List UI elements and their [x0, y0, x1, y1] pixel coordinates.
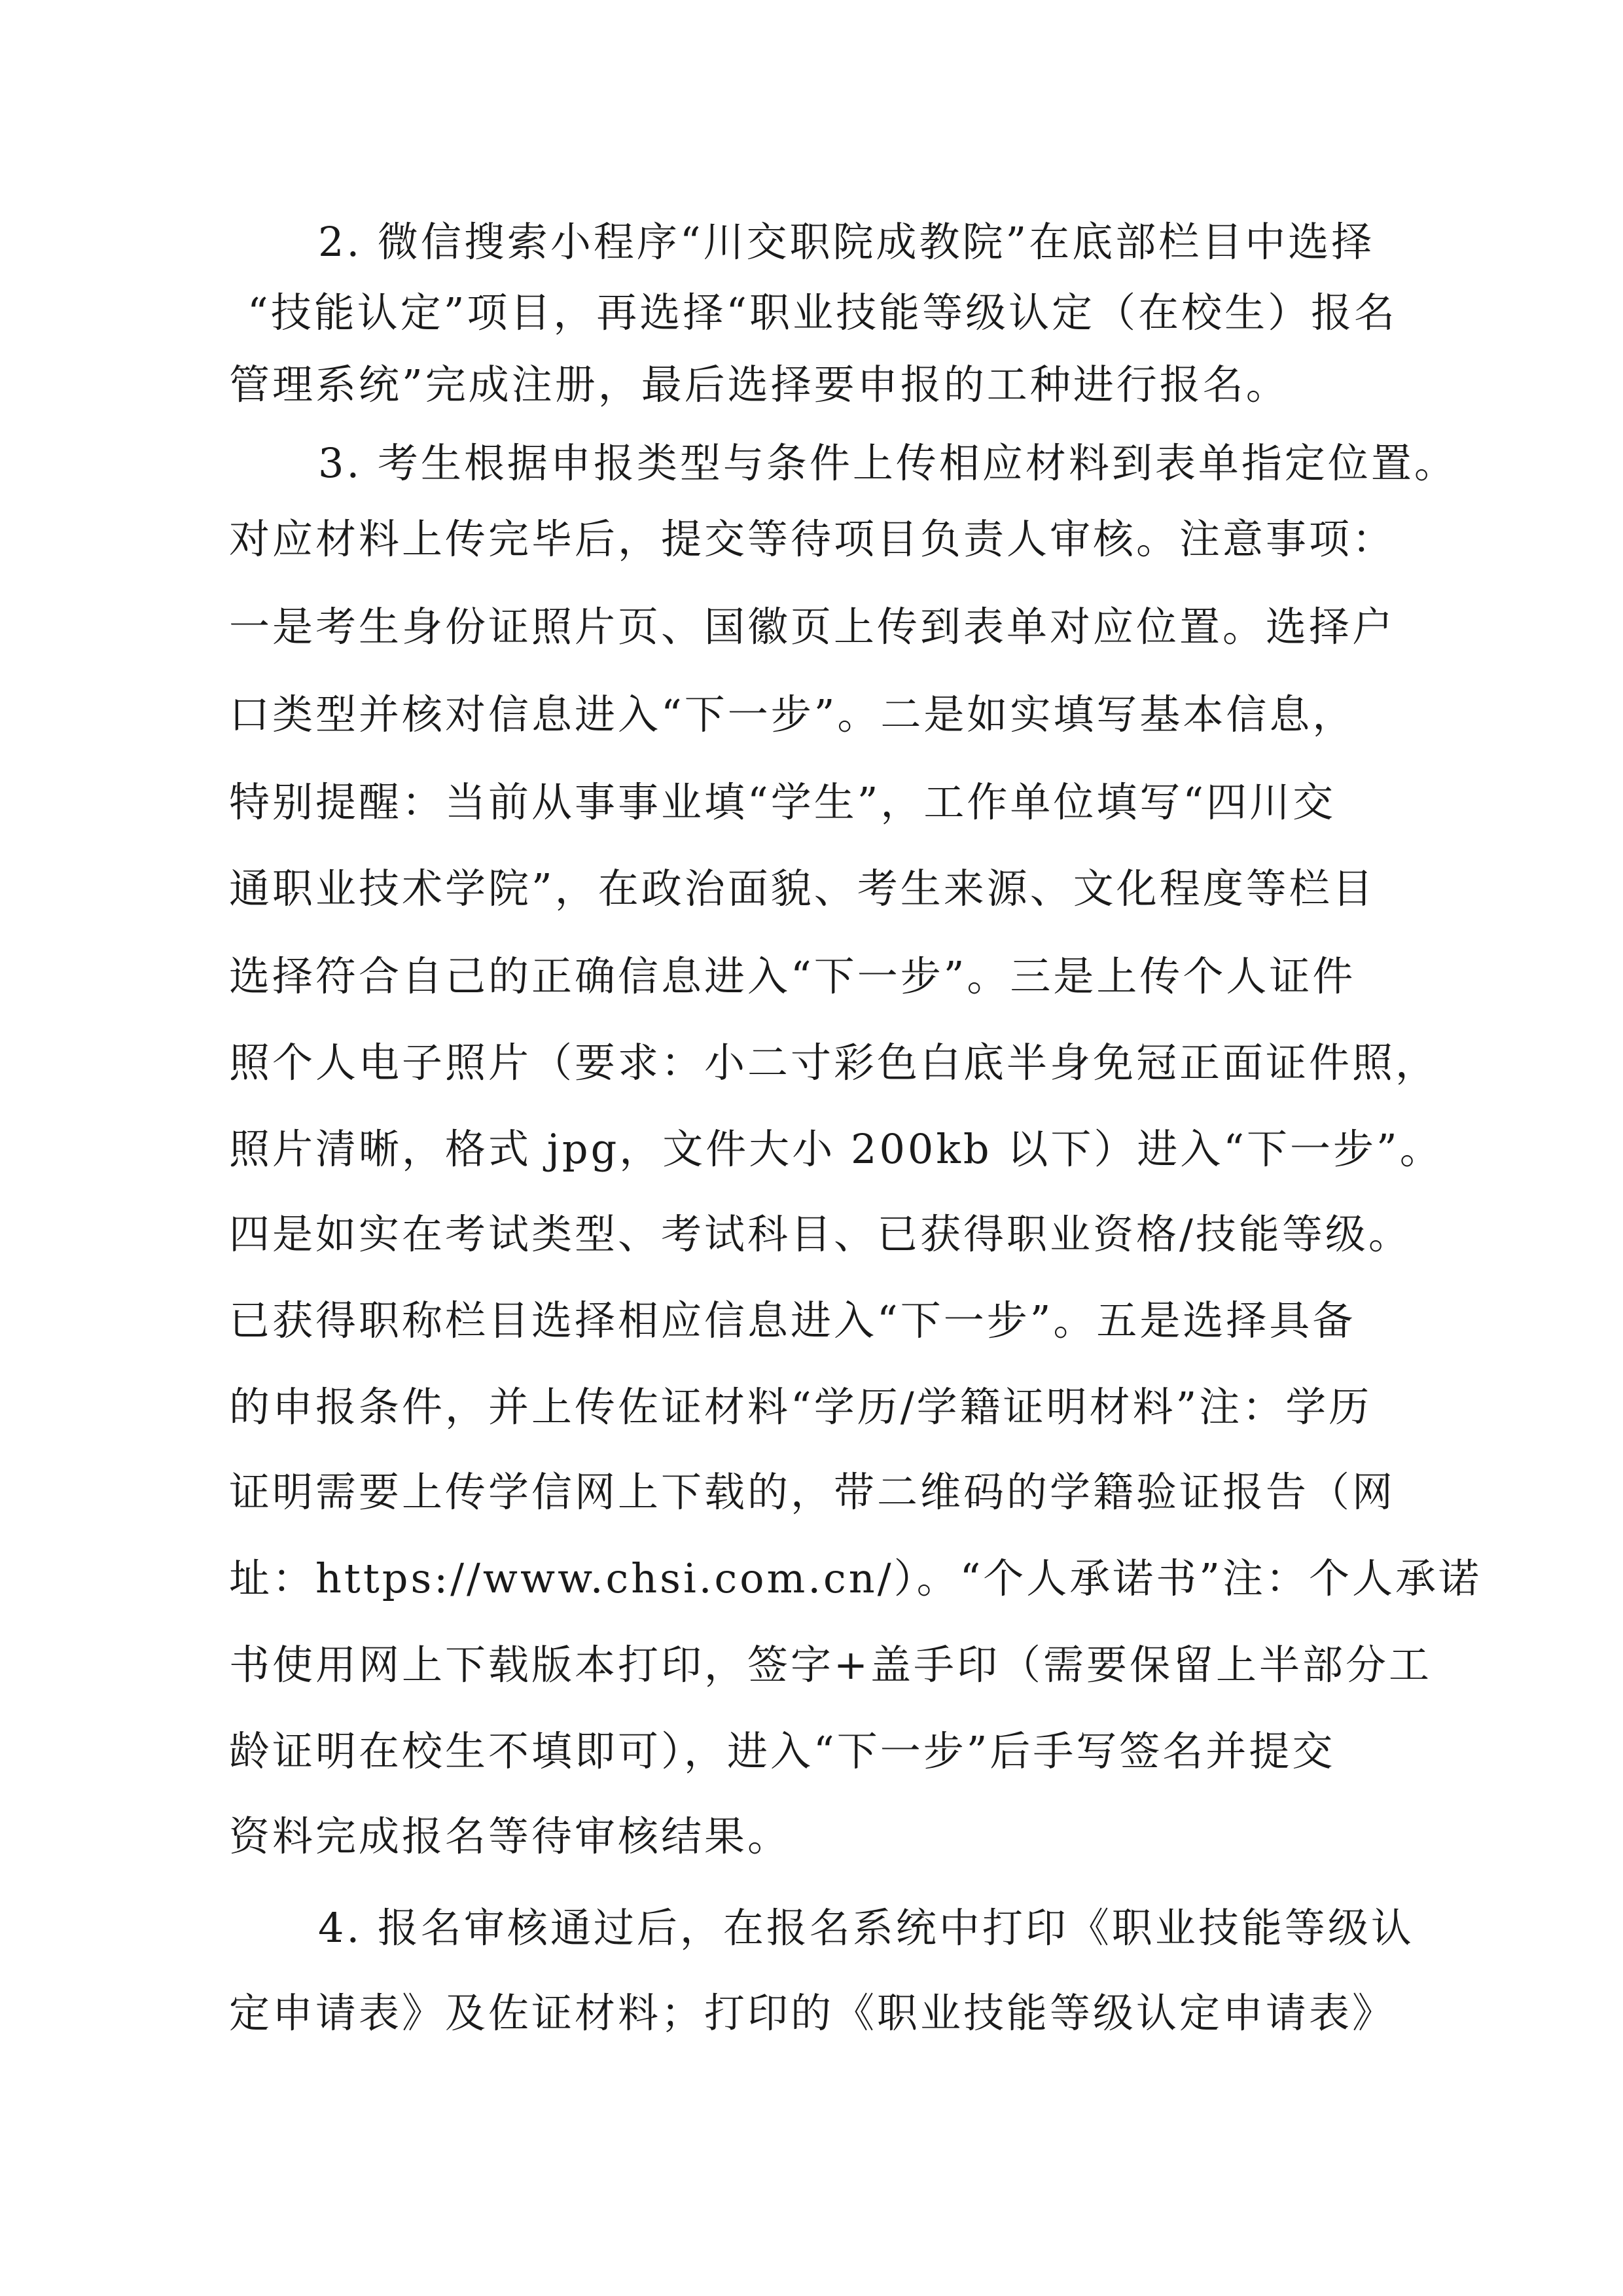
item-3-line-3: 一是考生身份证照片页、国徽页上传到表单对应位置。选择户	[229, 603, 1396, 651]
item-3-line-4: 口类型并核对信息进入“下一步”。二是如实填写基本信息，	[229, 691, 1356, 738]
item-4-line-2: 定申请表》及佐证材料；打印的《职业技能等级认定申请表》	[229, 1989, 1396, 2037]
item-2-line-1: 2. 微信搜索小程序“川交职院成教院”在底部栏目中选择	[318, 218, 1375, 266]
item-3-line-13: 证明需要上传学信网上下载的，带二维码的学籍验证报告（网	[229, 1468, 1396, 1516]
item-3-line-6: 通职业技术学院”，在政治面貌、考生来源、文化程度等栏目	[229, 865, 1376, 912]
item-3-line-12: 的申报条件，并上传佐证材料“学历/学籍证明材料”注：学历	[229, 1383, 1372, 1431]
item-3-line-8: 照个人电子照片（要求：小二寸彩色白底半身免冠正面证件照，	[229, 1039, 1439, 1086]
item-3-line-16: 龄证明在校生不填即可），进入“下一步”后手写签名并提交	[229, 1727, 1336, 1775]
item-3-line-5: 特别提醒：当前从事事业填“学生”，工作单位填写“四川交	[229, 778, 1336, 826]
item-3-line-9: 照片清晰，格式 jpg，文件大小 200kb 以下）进入“下一步”。	[229, 1125, 1443, 1173]
item-4-line-1: 4. 报名审核通过后，在报名系统中打印《职业技能等级认	[318, 1904, 1414, 1952]
item-3-line-2: 对应材料上传完毕后，提交等待项目负责人审核。注意事项：	[229, 515, 1396, 563]
item-2-line-3: 管理系统”完成注册，最后选择要申报的工种进行报名。	[229, 361, 1289, 408]
item-3-line-1: 3. 考生根据申报类型与条件上传相应材料到表单指定位置。	[318, 439, 1457, 487]
item-2-line-2: “技能认定”项目，再选择“职业技能等级认定（在校生）报名	[247, 289, 1398, 336]
item-3-line-10: 四是如实在考试类型、考试科目、已获得职业资格/技能等级。	[229, 1210, 1412, 1258]
item-3-line-11: 已获得职称栏目选择相应信息进入“下一步”。五是选择具备	[229, 1297, 1356, 1344]
item-3-line-7: 选择符合自己的正确信息进入“下一步”。三是上传个人证件	[229, 952, 1356, 1000]
item-3-line-15: 书使用网上下载版本打印，签字+盖手印（需要保留上半部分工	[229, 1641, 1432, 1689]
item-3-line-17: 资料完成报名等待审核结果。	[229, 1812, 791, 1860]
item-3-line-14: 址：https://www.chsi.com.cn/）。“个人承诺书”注：个人承诺	[229, 1554, 1482, 1602]
